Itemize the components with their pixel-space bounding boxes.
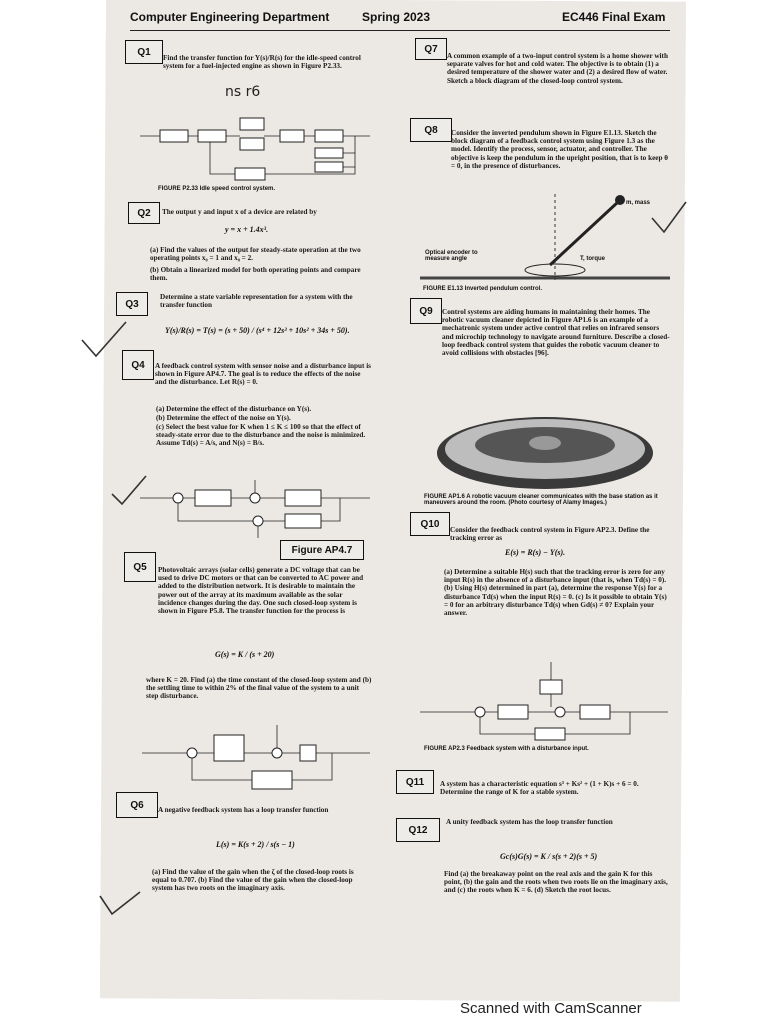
fig-ap47-caption: Figure AP4.7 (280, 540, 364, 560)
fig-e113-encoder-label: Optical encoder to measure angle (425, 250, 478, 262)
q9-text: Control systems are aiding humans in maintaining their homes. The robotic vacuum cleaner depicted in Figure AP1.6 is an example of a mechatronic system under active control that relies on infrared sensors and microchip technology to navigate around furniture. Describe a closed-loop feedback control system that guides the robotic vacuum cleaner to avoid collisions with obstacles [96]. (442, 308, 670, 358)
q5-text-after: where K = 20. Find (a) the time constant of the closed-loop system and (b) the settling time to within 2% of the final value of the system to a unit step disturbance. (146, 676, 372, 701)
q7-label: Q7 (415, 38, 447, 60)
checkmark-icon (110, 470, 150, 506)
exam-label: EC446 Final Exam (562, 10, 666, 24)
q10-label: Q10 (410, 512, 450, 536)
q3-text: Determine a state variable representation for a system with the transfer function (160, 293, 353, 310)
term-label: Spring 2023 (362, 10, 431, 24)
q4-label: Q4 (122, 350, 154, 380)
q4-text: A feedback control system with sensor noise and a disturbance input is shown in Figure AP4.7. The goal is to reduce the effects of the noise and the disturbance. Let R(s) = 0. (155, 362, 371, 387)
q5-label: Q5 (124, 552, 156, 582)
q7-text: A common example of a two-input control system is a home shower with separate valves for hot and cold water. The objective is to obtain (1) a desired temperature of the shower water and (2) a desired flow of water. Sketch a block diagram of the closed-loop control system. (447, 52, 668, 85)
fig-e113-torque-label: T, torque (580, 256, 605, 262)
q5-text: Photovoltaic arrays (solar cells) generate a DC voltage that can be used to drive DC motors or that can be converted to AC power and added to the distribution network. It is desirable to maintain the power out of the array at its maximum available as the solar incidence changes during the day. One such closed-loop system is shown in Figure P5.8. The transfer function for the process is (158, 566, 364, 616)
q9-label: Q9 (410, 298, 442, 324)
q12-text: A unity feedback system has the loop transfer function (446, 818, 613, 826)
q3-label: Q3 (116, 292, 148, 316)
q2-equation: y = x + 1.4x³. (225, 225, 269, 234)
q2-part-a: (a) Find the values of the output for steady-state operation at the two operating points x₀ = 1 and x₀ = 2. (150, 246, 361, 263)
ap47-block-diagram (140, 478, 375, 540)
checkmark-icon (650, 200, 690, 236)
idle-speed-block-diagram (140, 108, 375, 188)
fig-e113-caption: FIGURE E1.13 Inverted pendulum control. (423, 286, 543, 292)
q4-part-c: (c) Select the best value for K when 1 ≤ K ≤ 100 so that the effect of steady-state error due to the disturbance and the noise is minimized. Assume Td(s) = A/s, and N(s) = B/s. (156, 423, 366, 448)
q2-text: The output y and input x of a device are related by (162, 208, 317, 216)
q4-part-b: (b) Determine the effect of the noise on Y(s). (156, 414, 291, 422)
q1-handwritten-note: ns r6 (225, 84, 261, 100)
page-header (130, 8, 670, 31)
robotic-vacuum-photo (430, 405, 660, 495)
q10-text-after: (a) Determine a suitable H(s) such that the tracking error is zero for any input R(s) in the absence of a disturbance input (that is, when Td(s) = 0). (b) Using H(s) determined in part (a), determine the response Y(s) for a disturbance Td(s) when the input R(s) = 0. (c) Is it possible to obtain Y(s) = 0 for an arbitrary disturbance Td(s) when Gd(s) ≠ 0? Explain your answer. (444, 568, 667, 618)
q6-text: A negative feedback system has a loop transfer function (158, 806, 329, 814)
fig-p233-caption: FIGURE P2.33 Idle speed control system. (158, 186, 276, 192)
q11-text: A system has a characteristic equation s³ + Ks² + (1 + K)s + 6 = 0. Determine the range of K for a stable system. (440, 780, 639, 797)
q11-label: Q11 (396, 770, 434, 794)
q8-label: Q8 (410, 118, 452, 142)
q5-equation: G(s) = K / (s + 20) (215, 650, 275, 659)
q1-text: Find the transfer function for Y(s)/R(s) for the idle-speed control system for a fuel-injected engine as shown in Figure P2.33. (163, 54, 361, 71)
q12-label: Q12 (396, 818, 440, 842)
photovoltaic-block-diagram (142, 715, 374, 793)
q2-part-b: (b) Obtain a linearized model for both operating points and compare them. (150, 266, 361, 283)
fig-e113-mass-label: m, mass (626, 200, 651, 206)
checkmark-icon (98, 890, 142, 918)
q12-equation: Gc(s)G(s) = K / s(s + 2)(s + 5) (500, 852, 598, 861)
q6-equation: L(s) = K(s + 2) / s(s − 1) (216, 840, 295, 849)
q1-label: Q1 (125, 40, 163, 64)
q4-part-a: (a) Determine the effect of the disturbance on Y(s). (156, 405, 312, 413)
fig-ap23-caption: FIGURE AP2.3 Feedback system with a disturbance input. (424, 746, 589, 752)
q2-label: Q2 (128, 202, 160, 224)
camscanner-footer: Scanned with CamScanner (460, 1000, 642, 1017)
q10-equation: E(s) = R(s) − Y(s). (505, 548, 566, 557)
ap23-block-diagram (420, 662, 670, 742)
checkmark-icon (80, 320, 130, 360)
q6-text-after: (a) Find the value of the gain when the ζ of the closed-loop roots is equal to 0.707. (b) Find the value of the gain when the closed-loop system has two roots on the imaginary axis. (152, 868, 354, 893)
q6-label: Q6 (116, 792, 158, 818)
q3-equation: Y(s)/R(s) = T(s) = (s + 50) / (s⁴ + 12s³ + 10s² + 34s + 50). (165, 326, 350, 335)
q8-text: Consider the inverted pendulum shown in Figure E1.13. Sketch the block diagram of a feedback control system using Figure 1.3 as the model. Identify the process, sensor, actuator, and controller. The objective is keep the pendulum in the upright position, that is to keep θ = 0, in the presence of disturbances. (451, 129, 669, 170)
department-label: Computer Engineering Department (130, 10, 330, 24)
fig-ap16-caption: FIGURE AP1.6 A robotic vacuum cleaner communicates with the base station as it maneuvers around the room. (Photo courtesy of Alamy Images.) (424, 494, 658, 506)
q10-text: Consider the feedback control system in Figure AP2.3. Define the tracking error as (450, 526, 650, 543)
q12-text-after: Find (a) the breakaway point on the real axis and the gain K for this point, (b) the gain and the roots when two roots lie on the imaginary axis, and (c) the roots when K = 6. (d) Sketch the root locus. (444, 870, 668, 895)
